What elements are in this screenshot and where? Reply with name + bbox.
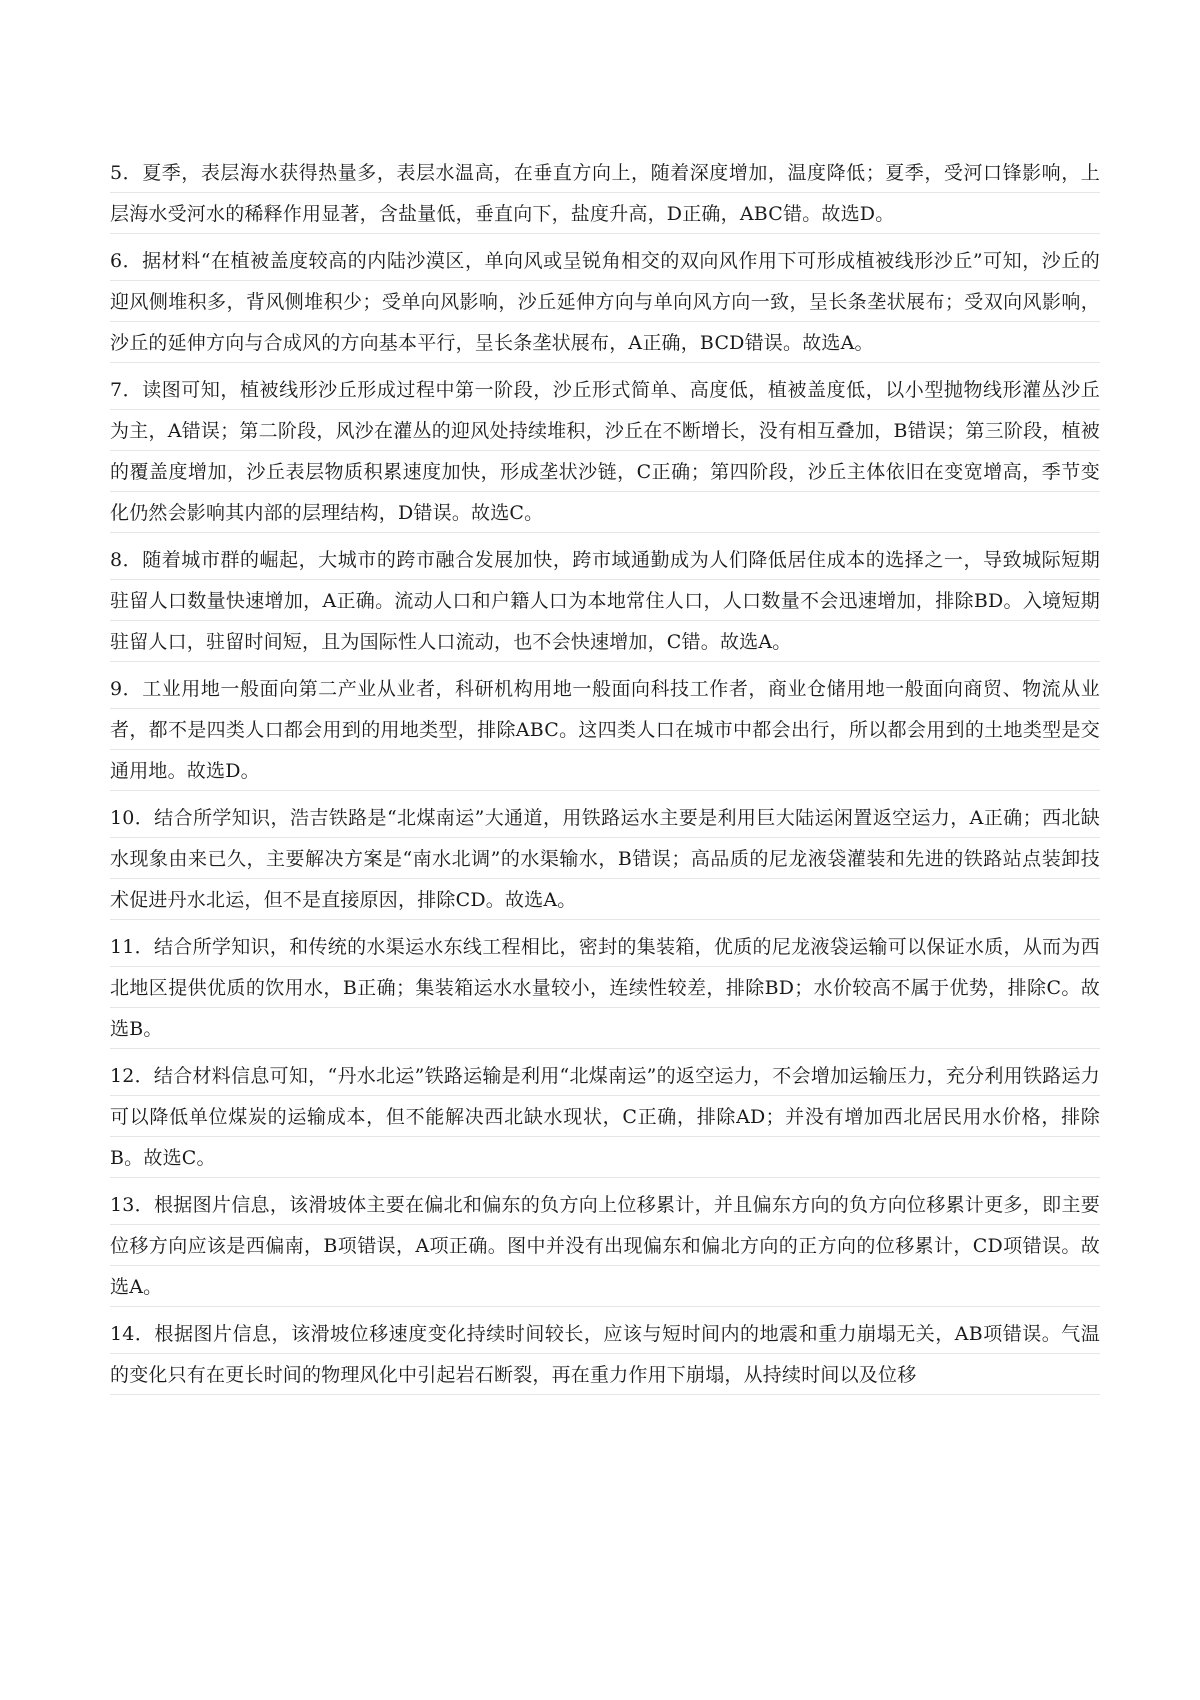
answer-paragraph-10: 10．结合所学知识，浩吉铁路是“北煤南运”大通道，用铁路运水主要是利用巨大陆运闲置返空运力，A正确；西北缺水现象由来已久，主要解决方案是“南水北调”的水渠输水，B错误；高品质的尼龙液袋灌装和先进的铁路站点装卸技术促进丹水北运，但不是直接原因，排除CD。故选A。 (110, 798, 1100, 921)
answer-paragraph-6: 6．据材料“在植被盖度较高的内陆沙漠区，单向风或呈锐角相交的双向风作用下可形成植被线形沙丘”可知，沙丘的迎风侧堆积多，背风侧堆积少；受单向风影响，沙丘延伸方向与单向风方向一致，呈长条垄状展布；受双向风影响，沙丘的延伸方向与合成风的方向基本平行，呈长条垄状展布，A正确，BCD错误。故选A。 (110, 241, 1100, 364)
answer-explanations (110, 153, 1100, 1402)
answer-paragraph-13: 13．根据图片信息，该滑坡体主要在偏北和偏东的负方向上位移累计，并且偏东方向的负方向位移累计更多，即主要位移方向应该是西偏南，B项错误，A项正确。图中并没有出现偏东和偏北方向的正方向的位移累计，CD项错误。故选A。 (110, 1185, 1100, 1308)
answer-paragraph-14: 14．根据图片信息，该滑坡位移速度变化持续时间较长，应该与短时间内的地震和重力崩塌无关，AB项错误。气温的变化只有在更长时间的物理风化中引起岩石断裂，再在重力作用下崩塌，从持续时间以及位移 (110, 1314, 1100, 1396)
answer-paragraph-9: 9．工业用地一般面向第二产业从业者，科研机构用地一般面向科技工作者，商业仓储用地一般面向商贸、物流从业者，都不是四类人口都会用到的用地类型，排除ABC。这四类人口在城市中都会出行，所以都会用到的土地类型是交通用地。故选D。 (110, 669, 1100, 792)
answer-paragraph-7: 7．读图可知，植被线形沙丘形成过程中第一阶段，沙丘形式简单、高度低，植被盖度低，以小型抛物线形灌丛沙丘为主，A错误；第二阶段，风沙在灌丛的迎风处持续堆积，沙丘在不断增长，没有相互叠加，B错误；第三阶段，植被的覆盖度增加，沙丘表层物质积累速度加快，形成垄状沙链，C正确；第四阶段，沙丘主体依旧在变宽增高，季节变化仍然会影响其内部的层理结构，D错误。故选C。 (110, 370, 1100, 534)
answer-paragraph-11: 11．结合所学知识，和传统的水渠运水东线工程相比，密封的集装箱，优质的尼龙液袋运输可以保证水质，从而为西北地区提供优质的饮用水，B正确；集装箱运水水量较小，连续性较差，排除BD；水价较高不属于优势，排除C。故选B。 (110, 927, 1100, 1050)
answer-paragraph-5: 5．夏季，表层海水获得热量多，表层水温高，在垂直方向上，随着深度增加，温度降低；夏季，受河口锋影响，上层海水受河水的稀释作用显著，含盐量低，垂直向下，盐度升高，D正确，ABC错。故选D。 (110, 153, 1100, 235)
answer-paragraph-8: 8．随着城市群的崛起，大城市的跨市融合发展加快，跨市域通勤成为人们降低居住成本的选择之一，导致城际短期驻留人口数量快速增加，A正确。流动人口和户籍人口为本地常住人口，人口数量不会迅速增加，排除BD。入境短期驻留人口，驻留时间短，且为国际性人口流动，也不会快速增加，C错。故选A。 (110, 540, 1100, 663)
answer-paragraph-12: 12．结合材料信息可知，“丹水北运”铁路运输是利用“北煤南运”的返空运力，不会增加运输压力，充分利用铁路运力可以降低单位煤炭的运输成本，但不能解决西北缺水现状，C正确，排除AD；并没有增加西北居民用水价格，排除B。故选C。 (110, 1056, 1100, 1179)
